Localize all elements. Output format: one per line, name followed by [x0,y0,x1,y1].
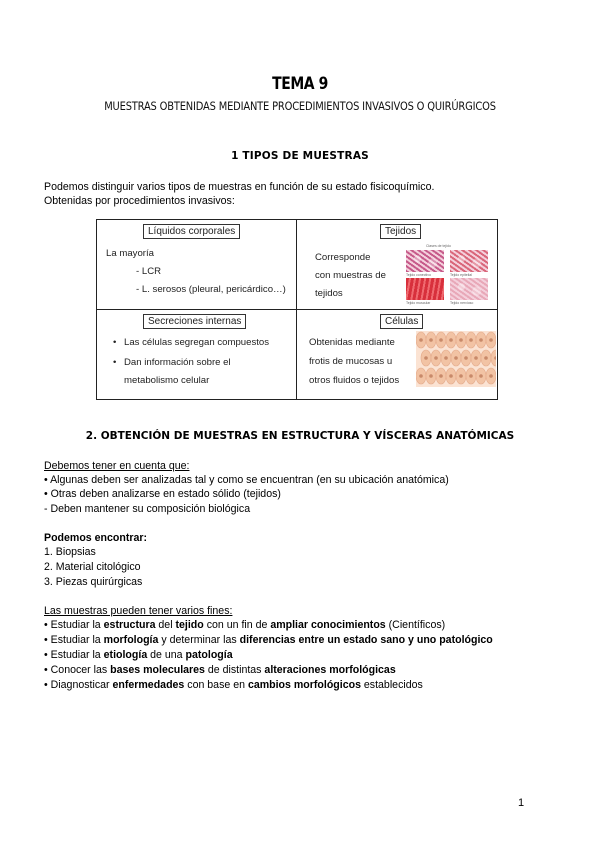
aim-item: • Estudiar la estructura del tejido con un fin de ampliar conocimientos (Científicos) [44,619,446,631]
tissue-tile-connective [406,250,444,272]
consider-item-1: • Algunas deben ser analizadas tal y como se encuentran (en su ubicación anatómica) [44,474,449,486]
cell-nucleus [439,338,443,342]
cell-nucleus [484,356,488,360]
cell-nucleus [479,374,483,378]
aim-item: • Estudiar la morfología y determinar las diferencias entre un estado sano y uno patológico [44,634,493,646]
intro-line-1: Podemos distinguir varios tipos de muestras en función de su estado fisicoquímico. [44,181,435,193]
cell-nucleus [444,356,448,360]
tejidos-line-3: tejidos [315,288,343,299]
cell-nucleus [439,374,443,378]
tissue-types-image [404,244,494,304]
cell-nucleus [464,356,468,360]
cell-nucleus [459,338,463,342]
find-item-1: 1. Biopsias [44,546,96,558]
tissue-tile-label-1: Tejido conectivo [406,273,431,277]
consider-item-2: • Otras deben analizarse en estado sólido (tejidos) [44,488,281,500]
secreciones-bullet-2a: Dan información sobre el [124,357,231,368]
cell-nucleus [469,338,473,342]
tissue-image-caption: Clases de tejido [426,244,451,248]
cell-nucleus [429,374,433,378]
cell-header-celulas: Células [380,314,423,329]
aims-heading: Las muestras pueden tener varios fines: [44,605,233,617]
celulas-line-3: otros fluidos o tejidos [309,375,400,386]
page-subtitle: MUESTRAS OBTENIDAS MEDIANTE PROCEDIMIENTOS INVASIVOS O QUIRÚRGICOS [104,99,496,113]
tejidos-line-2: con muestras de [315,270,386,281]
aim-item: • Estudiar la etiología de una patología [44,649,233,661]
cell-nucleus [489,374,493,378]
cell-nucleus [479,338,483,342]
tissue-tile-label-2: Tejido epitelial [450,273,472,277]
page-number: 1 [518,797,525,809]
bullet-dot-1: • [113,337,117,348]
liquidos-line-1: La mayoría [106,248,154,259]
liquidos-line-2: - LCR [136,266,162,277]
tissue-tile-nervous [450,278,488,300]
cell-nucleus [454,356,458,360]
cell-header-liquidos: Líquidos corporales [143,224,240,239]
cell-nucleus [419,374,423,378]
consider-heading: Debemos tener en cuenta que: [44,460,190,472]
section-2-heading: 2. OBTENCIÓN DE MUESTRAS EN ESTRUCTURA Y VÍSCERAS ANATÓMICAS [85,430,515,442]
secreciones-bullet-2b: metabolismo celular [124,375,210,386]
tissue-tile-muscle [406,278,444,300]
table-divider-horizontal [96,309,498,310]
cell-header-secreciones: Secreciones internas [143,314,246,329]
cell-nucleus [424,356,428,360]
liquidos-line-3: - L. serosos (pleural, pericárdico…) [136,284,286,295]
cell-nucleus [489,338,493,342]
cell-nucleus [419,338,423,342]
intro-line-2: Obtenidas por procedimientos invasivos: [44,195,235,207]
tejidos-line-1: Corresponde [315,252,371,263]
tissue-tile-epithelial [450,250,488,272]
aim-item: • Diagnosticar enfermedades con base en cambios morfológicos establecidos [44,679,423,691]
section-1-heading: 1 TIPOS DE MUESTRAS [231,150,369,162]
cell-nucleus [434,356,438,360]
find-heading: Podemos encontrar: [44,532,148,544]
aim-item: • Conocer las bases moleculares de distintas alteraciones morfológicas [44,664,396,676]
secreciones-bullet-1: Las células segregan compuestos [124,337,270,348]
tissue-tile-label-3: Tejido muscular [406,301,431,305]
cell-nucleus [469,374,473,378]
cell-nucleus [459,374,463,378]
cell-nucleus [429,338,433,342]
celulas-line-2: frotis de mucosas u [309,356,393,367]
celulas-line-1: Obtenidas mediante [309,337,395,348]
epithelial-cells-image [416,331,496,387]
cell-header-tejidos: Tejidos [380,224,421,239]
find-item-3: 3. Piezas quirúrgicas [44,576,143,588]
find-item-2: 2. Material citológico [44,561,141,573]
bullet-dot-2: • [113,357,117,368]
page-title: TEMA 9 [272,74,328,94]
tissue-tile-label-4: Tejido nervioso [450,301,474,305]
cell-nucleus [474,356,478,360]
consider-item-3: - Deben mantener su composición biológica [44,503,251,515]
cell-nucleus [449,338,453,342]
cell-nucleus [449,374,453,378]
